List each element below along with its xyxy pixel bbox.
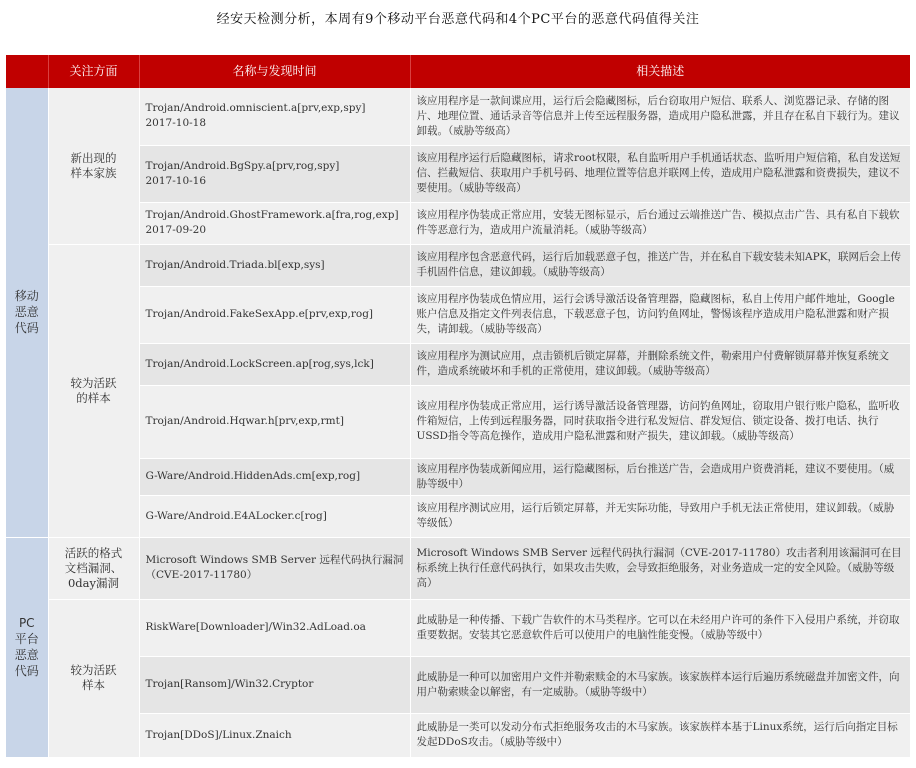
malware-name: G-Ware/Android.HiddenAds.cm[exp,rog] — [139, 458, 410, 495]
malware-name: RiskWare[Downloader]/Win32.AdLoad.oa — [139, 599, 410, 656]
table-row — [6, 537, 910, 599]
platform-pc: PC 平台 恶意 代码 — [6, 537, 48, 757]
malware-name: Trojan[DDoS]/Linux.Znaich — [139, 713, 410, 757]
malware-desc: 此威胁是一类可以发动分布式拒绝服务攻击的木马家族。该家族样本基于Linux系统，运行后向指定目标发起DDoS攻击。（威胁等级中） — [410, 713, 910, 757]
malware-desc: 该应用程序包含恶意代码，运行后加载恶意子包，推送广告，并在私自下载安装未知APK，联网后会上传手机固件信息，建议卸载。（威胁等级高） — [410, 244, 910, 286]
malware-desc: 该应用程序是一款间谍应用，运行后会隐藏图标，后台窃取用户短信、联系人、浏览器记录、存储的图片、地理位置、通话录音等信息并上传至远程服务器，造成用户隐私泄露，并且存在私自下载行为。建议卸载。（威胁等级高） — [410, 88, 910, 145]
malware-desc: 该应用程序伪装成正常应用，安装无图标显示，后台通过云端推送广告、模拟点击广告、具有私自下载软件等恶意行为，造成用户流量消耗。（威胁等级高） — [410, 202, 910, 244]
threat-table — [6, 55, 910, 758]
malware-desc: 该应用程序测试应用，运行后锁定屏幕，并无实际功能，导致用户手机无法正常使用，建议卸载。（威胁等级低） — [410, 495, 910, 537]
malware-desc: 该应用程序运行后隐藏图标，请求root权限，私自监听用户手机通话状态、监听用户短信箱，私自发送短信、拦截短信、获取用户手机号码、地理位置等信息并联网上传，造成用户隐私泄露和资费损失，建议不要使用。（威胁等级高） — [410, 145, 910, 202]
table-row — [6, 145, 910, 202]
malware-desc: 该应用程序伪装成新闻应用，运行隐藏图标，后台推送广告，会造成用户资费消耗，建议不要使用。（威胁等级中） — [410, 458, 910, 495]
malware-desc: Microsoft Windows SMB Server 远程代码执行漏洞（CVE-2017-11780）攻击者利用该漏洞可在目标系统上执行任意代码执行，如果攻击失败，会导致拒绝服务，对业务造成一定的安全风险。（威胁等级高） — [410, 537, 910, 599]
header-aspect: 关注方面 — [48, 55, 139, 88]
table-row — [6, 495, 910, 537]
header-desc: 相关描述 — [410, 55, 910, 88]
table-row — [6, 343, 910, 385]
aspect-active-pc: 较为活跃 样本 — [48, 599, 139, 757]
malware-name: Trojan/Android.GhostFramework.a[fra,rog,exp] 2017-09-20 — [139, 202, 410, 244]
platform-mobile: 移动 恶意 代码 — [6, 88, 48, 537]
page-caption: 经安天检测分析，本周有9个移动平台恶意代码和4个PC平台的恶意代码值得关注 — [216, 12, 700, 27]
malware-name: Trojan[Ransom]/Win32.Cryptor — [139, 656, 410, 713]
table-row — [6, 244, 910, 286]
malware-name: Trojan/Android.Triada.bl[exp,sys] — [139, 244, 410, 286]
malware-name: Trojan/Android.FakeSexApp.e[prv,exp,rog] — [139, 286, 410, 343]
malware-name: Microsoft Windows SMB Server 远程代码执行漏洞（CVE-2017-11780） — [139, 537, 410, 599]
aspect-vuln: 活跃的格式 文档漏洞、 0day漏洞 — [48, 537, 139, 599]
table-header-row — [6, 55, 910, 88]
malware-name: Trojan/Android.LockScreen.ap[rog,sys,lck] — [139, 343, 410, 385]
aspect-active-mobile: 较为活跃 的样本 — [48, 244, 139, 537]
table-row — [6, 88, 910, 145]
table-row — [6, 286, 910, 343]
table-row — [6, 385, 910, 458]
malware-desc: 此威胁是一种可以加密用户文件并勒索赎金的木马家族。该家族样本运行后遍历系统磁盘并加密文件，向用户勒索赎金以解密，有一定威胁。（威胁等级中） — [410, 656, 910, 713]
malware-desc: 该应用程序伪装成正常应用，运行诱导激活设备管理器，访问钓鱼网址，窃取用户银行账户隐私，监听收件箱短信，上传到远程服务器，同时获取指令进行私发短信、群发短信、锁定设备、拨打电话、执行USSD指令等高危操作，造成用户隐私泄露和财产损失，建议卸载。（威胁等级高） — [410, 385, 910, 458]
table-row — [6, 713, 910, 757]
table-row — [6, 458, 910, 495]
table-row — [6, 599, 910, 656]
malware-name: Trojan/Android.Hqwar.h[prv,exp,rmt] — [139, 385, 410, 458]
malware-desc: 此威胁是一种传播、下载广告软件的木马类程序。它可以在未经用户许可的条件下入侵用户系统，并窃取重要数据。安装其它恶意软件后可以使用户的电脑性能变慢。（威胁等级中） — [410, 599, 910, 656]
header-name: 名称与发现时间 — [139, 55, 410, 88]
malware-name: G-Ware/Android.E4ALocker.c[rog] — [139, 495, 410, 537]
table-row — [6, 656, 910, 713]
malware-desc: 该应用程序伪装成色情应用，运行会诱导激活设备管理器，隐藏图标，私自上传用户邮件地址，Google账户信息及指定文件列表信息，下载恶意子包，访问钓鱼网址，警惕该程序造成用户隐私泄露和财产损失，请卸载。（威胁等级高） — [410, 286, 910, 343]
malware-desc: 该应用程序为测试应用，点击锁机后锁定屏幕，并删除系统文件，勒索用户付费解锁屏幕并恢复系统文件，造成系统破坏和手机的正常使用，建议卸载。（威胁等级高） — [410, 343, 910, 385]
aspect-new-family: 新出现的 样本家族 — [48, 88, 139, 244]
malware-name: Trojan/Android.omniscient.a[prv,exp,spy] 2017-10-18 — [139, 88, 410, 145]
table-row — [6, 202, 910, 244]
malware-name: Trojan/Android.BgSpy.a[prv,rog,spy] 2017-10-16 — [139, 145, 410, 202]
header-blank — [6, 55, 48, 88]
